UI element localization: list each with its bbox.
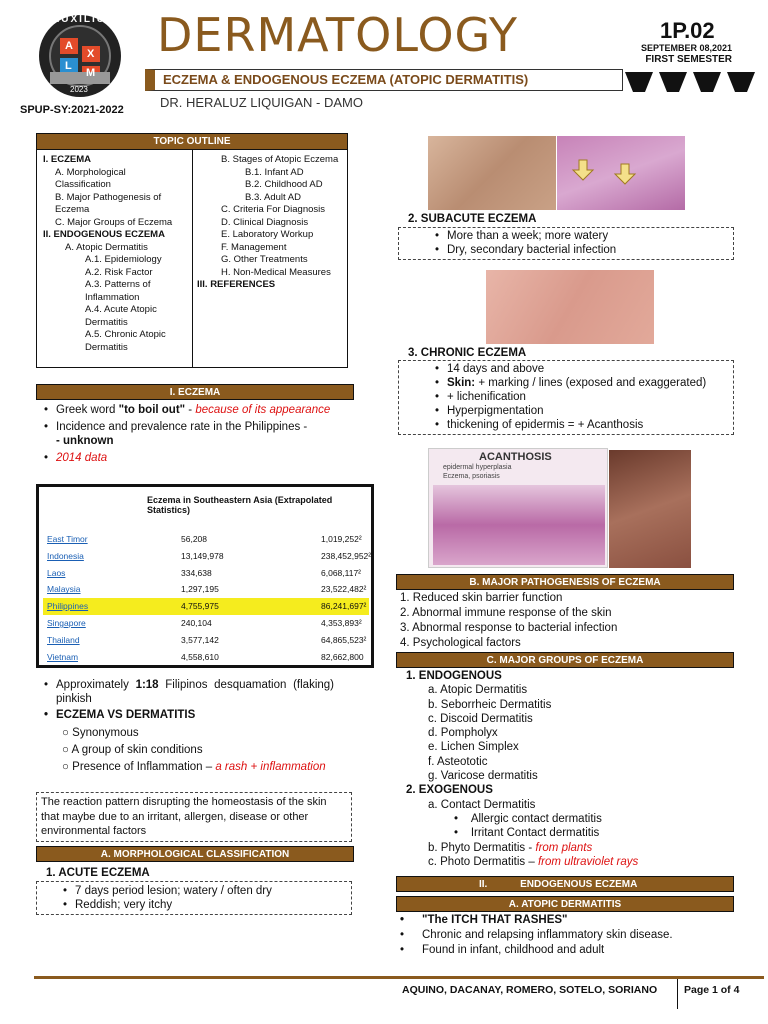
list-item <box>44 420 344 448</box>
table-row <box>43 565 369 582</box>
group-heading: 1. ENDOGENOUS <box>406 670 502 682</box>
page-title: DERMATOLOGY <box>157 8 518 62</box>
text: 1:18 <box>135 679 159 691</box>
atopic-dermatitis-title: A. ATOPIC DERMATITIS <box>396 896 734 912</box>
outline-item: C. Major Groups of Eczema <box>55 216 173 228</box>
table-cell: 86,241,697² <box>321 601 367 612</box>
list-item: • Allergic contact dermatitis <box>454 812 602 825</box>
outline-item: C. Criteria For Diagnosis <box>221 204 325 215</box>
text: - <box>185 404 196 416</box>
table-cell[interactable]: East Timor <box>47 534 88 544</box>
outline-item: G. Other Treatments <box>221 254 308 265</box>
decorative-zigzag <box>625 72 760 92</box>
outline-item: A.3. Patterns of Inflammation <box>85 279 151 303</box>
list-item: g. Varicose dermatitis <box>428 770 538 783</box>
text: Approximately <box>56 679 136 691</box>
table-cell[interactable]: Singapore <box>47 617 86 628</box>
subtitle-bar: ECZEMA & ENDOGENOUS ECZEMA (ATOPIC DERMATITIS) <box>145 69 623 91</box>
list-item: a. Atopic Dermatitis <box>428 684 528 697</box>
list-item: • Hyperpigmentation <box>435 404 729 418</box>
school-year: SPUP-SY:2021-2022 <box>20 104 124 116</box>
list-item: d. Pompholyx <box>428 727 498 740</box>
table-row <box>43 598 369 615</box>
chronic-eczema-heading: 3. CHRONIC ECZEMA <box>408 347 527 359</box>
list-item <box>44 403 344 417</box>
ratio-bullets <box>44 678 334 722</box>
list-item: 1. Reduced skin barrier function <box>400 592 563 604</box>
outline-right-column <box>197 154 342 292</box>
list-item: • + lichenification <box>435 390 729 404</box>
table-cell: 4,755,975 <box>181 601 219 612</box>
outline-item: H. Non-Medical Measures <box>221 266 331 278</box>
text: "to boil out" <box>118 404 186 416</box>
text: Synonymous <box>72 727 139 739</box>
eczema-statistics-table <box>36 484 374 668</box>
table-cell: 4,558,610 <box>181 651 219 662</box>
subacute-eczema-photo <box>428 136 556 210</box>
page-number: Page 1 of 4 <box>684 984 740 996</box>
list-item: • Dry, secondary bacterial infection <box>435 243 733 257</box>
acute-eczema-heading: 1. ACUTE ECZEMA <box>46 867 150 879</box>
list-item <box>406 855 638 869</box>
list-item: 3. Abnormal response to bacterial infection <box>400 622 618 634</box>
pathogenesis-title: B. MAJOR PATHOGENESIS OF ECZEMA <box>396 574 734 590</box>
table-cell: 23,522,482² <box>321 584 367 595</box>
text: from ultraviolet rays <box>537 855 639 868</box>
text: because of its appearance <box>195 404 331 416</box>
atopic-dermatitis-bullets <box>400 913 730 958</box>
text: Irritant Contact dermatitis <box>470 827 600 840</box>
list-item: e. Lichen Simplex <box>428 741 519 754</box>
table-row <box>43 615 369 632</box>
sub-item: ○ Presence of Inflammation – a rash + inflammation <box>62 761 326 773</box>
outline-item: A.5. Chronic Atopic Dermatitis <box>85 329 166 353</box>
footer-divider <box>34 976 764 979</box>
outline-item: A.1. Epidemiology <box>85 254 162 265</box>
list-item: • More than a week; more watery <box>435 229 733 243</box>
endogenous-eczema-title <box>396 876 734 892</box>
list-item: • Chronic and relapsing inflammatory skin disease. <box>400 928 730 943</box>
list-item: f. Asteototic <box>428 755 488 768</box>
text: a rash + inflammation <box>215 761 326 773</box>
table-cell: 82,662,800 <box>321 651 364 662</box>
table-cell: 3,577,142 <box>181 634 219 645</box>
chronic-eczema-photo <box>486 270 654 344</box>
sub-item: ○ A group of skin conditions <box>62 744 203 756</box>
table-cell[interactable]: Thailand <box>47 634 80 645</box>
subacute-eczema-box <box>398 227 734 260</box>
acanthosis-label: Eczema, psoriasis <box>443 473 500 480</box>
list-item: • 7 days period lesion; watery / often dry <box>63 884 351 898</box>
logo-letter-a: A <box>65 40 73 52</box>
auxilium-logo <box>30 12 130 100</box>
outline-item: II. ENDOGENOUS ECZEMA <box>43 229 165 240</box>
subacute-eczema-heading: 2. SUBACUTE ECZEMA <box>408 213 537 225</box>
text: from plants <box>535 841 593 854</box>
acanthosis-label: epidermal hyperplasia <box>443 464 512 471</box>
text: Skin: <box>447 377 476 389</box>
text: - unknown <box>56 435 114 447</box>
list-item: • Irritant Contact dermatitis <box>454 827 600 840</box>
doctor-name: DR. HERALUZ LIQUIGAN - DAMO <box>160 95 363 110</box>
acanthosis-clinical-photo <box>609 450 691 568</box>
text: b. Phyto Dermatitis - <box>428 841 536 854</box>
table-row <box>43 632 369 649</box>
table-cell: 334,638 <box>181 567 212 578</box>
list-item: 4. Psychological factors <box>400 637 521 649</box>
semester: FIRST SEMESTER <box>645 54 732 65</box>
table-row <box>43 531 369 548</box>
outline-item: A.4. Acute Atopic Dermatitis <box>85 304 157 328</box>
outline-item: B. Major Pathogenesis of Eczema <box>55 191 162 215</box>
outline-item: A. Morphological Classification <box>55 166 126 190</box>
table-cell: 240,104 <box>181 617 212 628</box>
histology-photo <box>557 136 685 210</box>
logo-letter-m: M <box>86 67 96 79</box>
table-cell: 238,452,952² <box>321 550 372 561</box>
outline-item: D. Clinical Diagnosis <box>221 216 309 228</box>
major-groups-list <box>406 669 638 869</box>
major-groups-title: C. MAJOR GROUPS OF ECZEMA <box>396 652 734 668</box>
section-title: ENDOGENOUS ECZEMA <box>520 879 638 890</box>
date: SEPTEMBER 08,2021 <box>640 43 732 53</box>
group-heading: 2. EXOGENOUS <box>406 784 493 797</box>
outline-item: III. REFERENCES <box>197 279 276 290</box>
pathogenesis-list <box>400 591 617 650</box>
list-item: • Reddish; very itchy <box>63 898 351 912</box>
list-item: b. Seborrheic Dermatitis <box>428 698 552 711</box>
outline-left-column <box>43 154 189 354</box>
table-cell: 13,149,978 <box>181 550 224 561</box>
list-item: • thickening of epidermis = + Acanthosis <box>435 418 729 432</box>
text: ECZEMA VS DERMATITIS <box>56 709 196 721</box>
text: Presence of Inflammation – <box>72 761 216 773</box>
acanthosis-title: ACANTHOSIS <box>479 451 552 463</box>
outline-item: I. ECZEMA <box>43 154 92 165</box>
section-number: II. <box>479 879 488 890</box>
list-item: 2. Abnormal immune response of the skin <box>400 607 612 619</box>
text: Allergic contact dermatitis <box>470 812 602 825</box>
outline-title: TOPIC OUTLINE <box>37 134 347 150</box>
eczema-vs-dermatitis-subitems <box>62 726 334 774</box>
outline-item: A. Atopic Dermatitis <box>65 241 148 253</box>
outline-item: B.2. Childhood AD <box>245 179 323 190</box>
footer-authors: AQUINO, DACANAY, ROMERO, SOTELO, SORIANO <box>402 984 658 996</box>
outline-item: B. Stages of Atopic Eczema <box>221 154 339 165</box>
course-code: 1P.02 <box>660 18 715 43</box>
eczema-bullets <box>44 403 344 465</box>
list-item: c. Discoid Dermatitis <box>428 712 533 725</box>
sub-item: ○ Synonymous <box>62 727 139 739</box>
list-item <box>44 708 334 722</box>
table-row <box>43 649 369 666</box>
text: + marking / lines (exposed and exaggerated) <box>475 377 707 389</box>
table-row <box>43 548 372 565</box>
table-cell: 1,019,252² <box>321 534 362 544</box>
reaction-pattern-box: The reaction pattern disrupting the homeostasis of the skin that maybe due to an irritant, allergen, disease or other environmental factors <box>36 792 352 842</box>
text: A group of skin conditions <box>71 744 203 756</box>
section-eczema-title: I. ECZEMA <box>36 384 354 400</box>
morphological-classification-title: A. MORPHOLOGICAL CLASSIFICATION <box>36 846 354 862</box>
text: 2014 data <box>56 452 108 464</box>
list-item: a. Contact Dermatitis <box>428 798 536 811</box>
chronic-eczema-box <box>398 360 734 435</box>
table-cell[interactable]: Indonesia <box>47 550 84 561</box>
outline-item: B.1. Infant AD <box>245 166 304 178</box>
topic-outline <box>36 133 348 368</box>
logo-letter-l: L <box>65 60 72 72</box>
acute-eczema-box <box>36 881 352 915</box>
text: c. Photo Dermatitis – <box>428 855 538 868</box>
table-cell: 1,297,195 <box>181 584 219 595</box>
table-cell[interactable]: Philippines <box>47 601 89 612</box>
table-cell: 4,353,893² <box>321 617 362 628</box>
logo-year: 2023 <box>70 85 88 94</box>
table-cell: 6,068,117² <box>321 567 362 578</box>
arrow-icons <box>557 136 685 210</box>
text: Filipinos desquamation (flaking) pinkish <box>56 679 334 705</box>
logo-letter-x: X <box>87 48 95 60</box>
table-title: Eczema in Southeastern Asia (Extrapolated Statistics) <box>147 495 333 515</box>
text: Incidence and prevalence rate in the Philippines - <box>56 421 308 433</box>
list-item <box>406 841 638 855</box>
outline-item: F. Management <box>221 241 287 253</box>
list-item <box>44 451 344 465</box>
list-item <box>435 376 729 390</box>
table-body <box>43 531 372 665</box>
list-item: • "The ITCH THAT RASHES" <box>400 913 730 928</box>
table-cell[interactable]: Laos <box>47 567 66 578</box>
outline-item: A.2. Risk Factor <box>85 266 153 278</box>
footer-separator <box>677 979 678 1009</box>
table-cell[interactable]: Malaysia <box>47 584 81 595</box>
table-cell: 64,865,523² <box>321 634 367 645</box>
table-row <box>43 581 369 598</box>
text: Greek word <box>56 404 119 416</box>
table-cell[interactable]: Vietnam <box>47 651 79 662</box>
logo-text: AUXILIUM <box>52 14 117 25</box>
outline-item: B.3. Adult AD <box>245 191 301 203</box>
date-semester <box>637 43 732 65</box>
table-cell: 56,208 <box>181 534 207 544</box>
list-item: • 14 days and above <box>435 362 729 376</box>
list-item: • Found in infant, childhood and adult <box>400 943 730 958</box>
outline-item: E. Laboratory Workup <box>221 229 314 240</box>
acanthosis-figure <box>428 448 608 568</box>
list-item <box>44 678 334 706</box>
